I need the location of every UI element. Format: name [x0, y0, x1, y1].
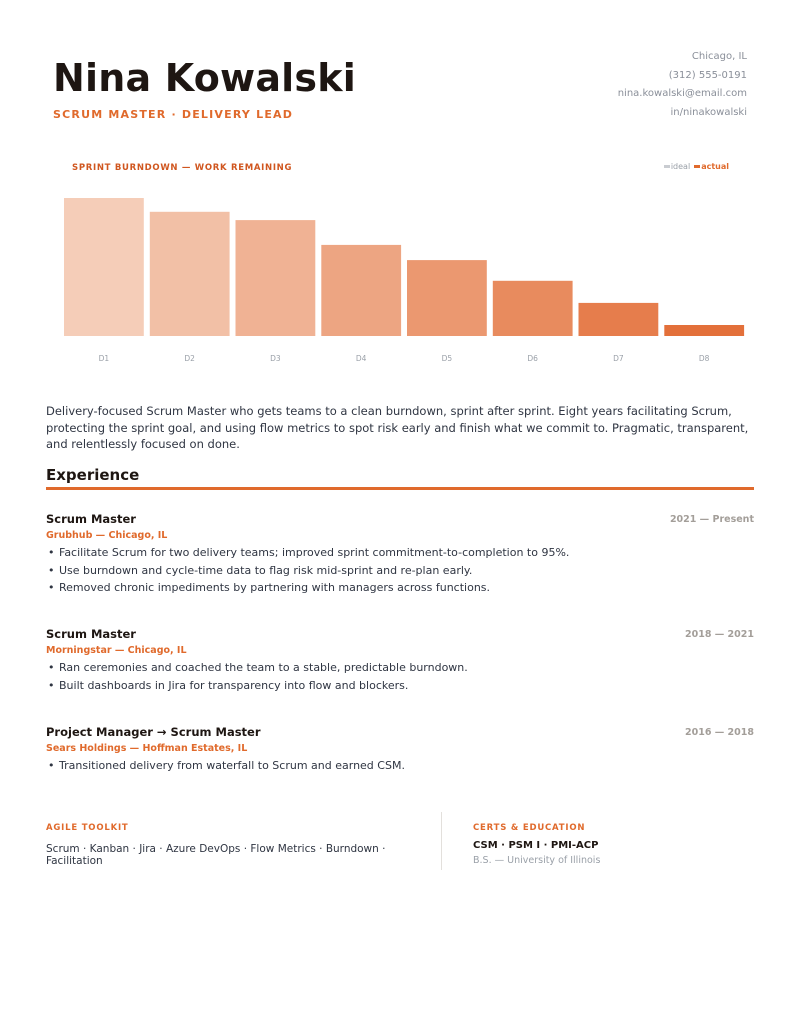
job-entry: [46, 627, 754, 694]
job-title: Scrum Master: [46, 627, 136, 641]
burndown-bar-d4: [321, 245, 401, 336]
legend-ideal-label: ideal: [670, 162, 691, 171]
summary: Delivery-focused Scrum Master who gets teams to a clean burndown, sprint after sprint. Eight years facilitating Scrum, protecting the sprint goal, and using flow metrics to spot risk early and finish what we commit to. Pragmatic, transparent, and relentlessly focused on done.: [46, 404, 749, 451]
contact-location: Chicago, IL: [691, 51, 747, 62]
job-bullet: • Removed chronic impediments by partnering with managers across functions.: [46, 579, 754, 597]
job-dates: 2016 — 2018: [685, 727, 754, 738]
job-title: Project Manager → Scrum Master: [46, 725, 261, 739]
burndown-bar-d8: [664, 325, 744, 336]
x-tick-label: D3: [270, 354, 281, 363]
job-bullet: • Facilitate Scrum for two delivery teams; improved sprint commitment-to-completion to 95%.: [46, 544, 754, 562]
x-tick-label: D1: [98, 354, 110, 363]
burndown-bar-d7: [579, 303, 659, 336]
certs-list: CSM · PSM I · PMI-ACP: [473, 840, 599, 851]
burndown-bar-d1: [64, 198, 144, 336]
x-tick-label: D6: [527, 354, 538, 363]
x-tick-label: D7: [613, 354, 624, 363]
job-bullet: • Transitioned delivery from waterfall to Scrum and earned CSM.: [46, 757, 754, 775]
toolkit-items: Scrum · Kanban · Jira · Azure DevOps · Flow Metrics · Burndown · Facilitation: [46, 843, 386, 867]
x-tick-label: D4: [355, 354, 367, 363]
job-bullets: [46, 544, 754, 597]
contact-email[interactable]: nina.kowalski@email.com: [617, 88, 747, 99]
column-divider: [441, 812, 442, 870]
toolkit-heading: AGILE TOOLKIT: [46, 823, 129, 833]
burndown-bar-d2: [150, 212, 230, 336]
job-dates: 2018 — 2021: [685, 629, 754, 640]
job-bullet: • Use burndown and cycle-time data to flag risk mid-sprint and re-plan early.: [46, 562, 754, 580]
contact-linkedin[interactable]: in/ninakowalski: [670, 106, 747, 118]
chart-title: SPRINT BURNDOWN — WORK REMAINING: [72, 163, 293, 173]
contact-phone[interactable]: (312) 555-0191: [668, 69, 747, 81]
job-org: Grubhub — Chicago, IL: [46, 530, 168, 541]
job-bullet: • Built dashboards in Jira for transparency into flow and blockers.: [46, 677, 754, 695]
job-bullets: [46, 757, 754, 775]
certs-section: [473, 823, 753, 866]
job-title: Scrum Master: [46, 512, 136, 526]
x-tick-label: D8: [698, 354, 710, 363]
job-org: Sears Holdings — Hoffman Estates, IL: [46, 743, 248, 754]
burndown-bar-d5: [407, 260, 487, 336]
x-tick-label: D5: [441, 354, 453, 363]
job-entry: [46, 725, 754, 775]
job-bullet: • Ran ceremonies and coached the team to a stable, predictable burndown.: [46, 659, 754, 677]
burndown-bar-d6: [493, 281, 573, 336]
education-line: B.S. — University of Illinois: [473, 855, 601, 866]
burndown-chart: [0, 0, 800, 380]
job-dates: 2021 — Present: [669, 514, 754, 525]
role-title: SCRUM MASTER · DELIVERY LEAD: [53, 108, 294, 121]
legend-actual-label: actual: [701, 162, 729, 171]
toolkit-section: [46, 823, 436, 867]
burndown-bar-d3: [236, 220, 316, 336]
experience-heading: Experience: [46, 466, 754, 490]
job-org: Morningstar — Chicago, IL: [46, 645, 187, 656]
candidate-name: Nina Kowalski: [53, 56, 356, 100]
x-tick-label: D2: [184, 354, 195, 363]
job-entry: [46, 512, 754, 597]
certs-heading: CERTS & EDUCATION: [473, 823, 586, 833]
job-bullets: [46, 659, 754, 694]
